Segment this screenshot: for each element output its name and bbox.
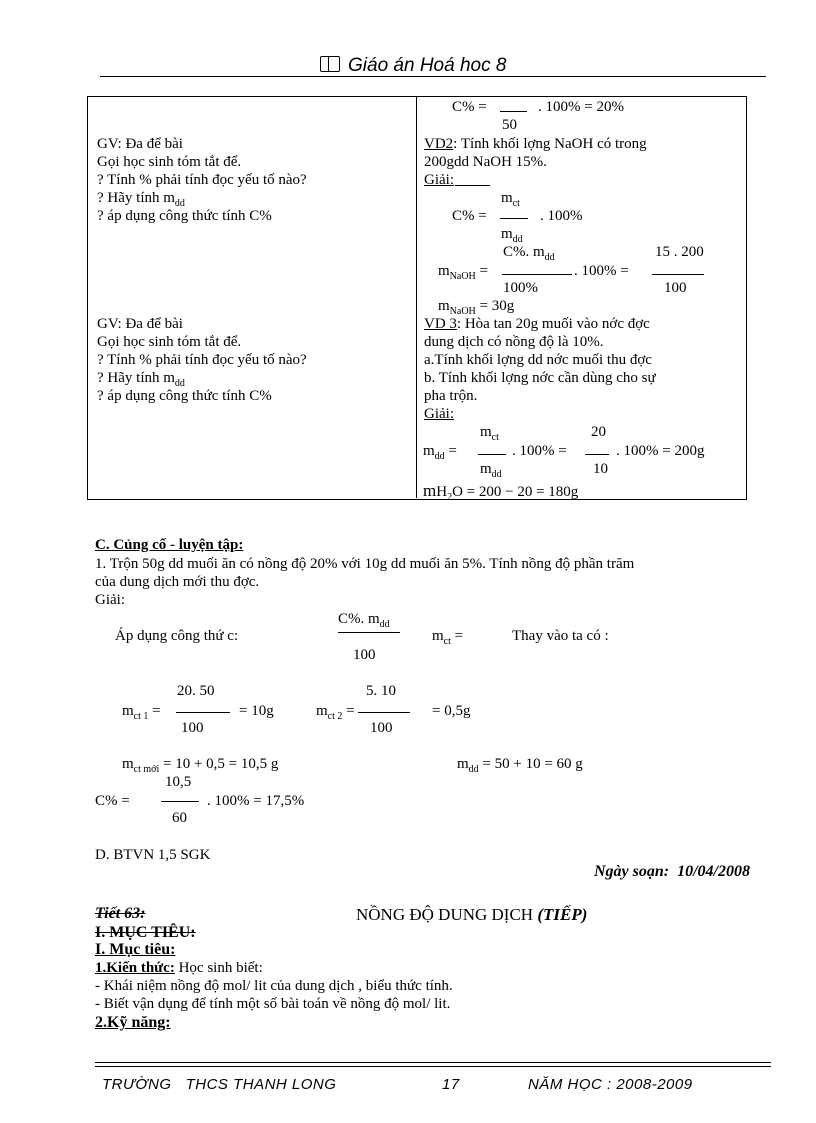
section-c-paragraph: 1. Trộn 50g dd muối ăn có nồng độ 20% với 10g dd muối ăn 5%. Tính nồng độ phần trăm <box>95 556 635 572</box>
fraction-bar <box>500 218 528 219</box>
fraction-bar <box>478 454 506 455</box>
apply-formula-label: Áp dụng công thứ c: <box>115 628 239 644</box>
formula-denominator: 100 <box>353 647 376 663</box>
fraction-bar <box>338 632 400 633</box>
formula-mid: . 100% = <box>512 443 567 459</box>
section-c-title: C. Củng cố - luyện tập: <box>95 537 244 553</box>
page-header <box>320 56 506 75</box>
formula-c-percent: C% = <box>452 99 487 115</box>
formula-denominator: 50 <box>502 117 517 133</box>
objectives-struck: I. MỤC TIÊU: <box>95 924 196 941</box>
formula-numerator: $m_{ct}$ <box>480 424 499 443</box>
header-rule <box>100 76 766 77</box>
mct2-result: = 0,5g <box>432 703 471 719</box>
example-3-part-a: a.Tính khối lợng dd nớc muối thu đợc <box>424 352 652 368</box>
fraction-bar <box>652 274 704 275</box>
formula-numerator: 10,5 <box>165 774 192 790</box>
mct1-result: = 10g <box>239 703 274 719</box>
formula-result: . 100% = 17,5% <box>207 793 305 809</box>
fraction-bar <box>358 712 410 713</box>
fraction-bar <box>585 454 609 455</box>
formula-m-naoh: $m_{NaOH}$ = <box>438 263 488 282</box>
footer-school: TRƯỜNG THCS THANH LONG <box>102 1076 337 1093</box>
formula-numerator: 5. 10 <box>366 683 396 699</box>
knowledge-item: - Biết vận dụng để tính một số bài toán về nồng độ mol/ lit. <box>95 996 451 1012</box>
formula-mid: . 100% = <box>574 263 629 279</box>
solution-rule <box>455 185 490 186</box>
footer-page-number: 17 <box>442 1076 460 1093</box>
formula-denominator: 100 <box>370 720 393 736</box>
left-line: ? Hãy tính $m_{dd}$ <box>97 370 185 389</box>
formula-denominator: 10 <box>593 461 608 477</box>
mct1-label: $m_{ct 1}$ = <box>122 703 161 722</box>
footer-year: NĂM HỌC : 2008-2009 <box>528 1076 693 1093</box>
left-line: GV: Đa để bài <box>97 136 183 152</box>
header-title: Giáo án Hoá hoc 8 <box>348 55 507 76</box>
left-line: ? Tính % phải tính đọc yếu tố nào? <box>97 172 307 188</box>
mct-label: $m_{ct}$ = <box>432 628 464 647</box>
formula-result: . 100% = 200g <box>616 443 705 459</box>
formula-numerator: 20 <box>591 424 606 440</box>
solution-label: Giải: <box>424 172 454 188</box>
example-3: VD 3: Hòa tan 20g muối vào nớc đợc <box>424 316 650 332</box>
formula-result: . 100% <box>540 208 583 224</box>
formula-denominator: 100 <box>664 280 687 296</box>
section-c-paragraph: của dung dịch mới thu đợc. <box>95 574 260 590</box>
footer-rule <box>95 1066 771 1067</box>
formula-denominator: $m_{dd}$ <box>501 226 523 245</box>
knowledge-line: 1.Kiến thức: Học sinh biết: <box>95 960 263 976</box>
left-line: GV: Đa để bài <box>97 316 183 332</box>
formula-c-percent: C% = <box>95 793 130 809</box>
example-2-text: 200gdd NaOH 15%. <box>424 154 547 170</box>
fraction-bar <box>176 712 230 713</box>
knowledge-item: - Khái niệm nồng độ mol/ lit của dung dịch , biểu thức tính. <box>95 978 453 994</box>
formula-numerator: $m_{ct}$ <box>501 190 520 209</box>
formula-result-naoh: $m_{NaOH} = 30g$ <box>438 298 515 317</box>
lesson-number: Tiết 63: <box>95 905 146 922</box>
formula-numerator: 15 . 200 <box>655 244 704 260</box>
fraction-bar <box>500 111 527 112</box>
skills-title: 2.Kỹ năng: <box>95 1014 171 1031</box>
left-line: ? áp dụng công thức tính C% <box>97 388 272 404</box>
example-2: VD2: Tính khối lợng NaOH có trong <box>424 136 647 152</box>
formula-water-mass: $mH_2O = 200 - 20 = 180g$ <box>423 481 579 503</box>
table-divider <box>416 96 417 498</box>
book-icon <box>320 56 340 72</box>
formula-numerator: C%. $m_{dd}$ <box>503 244 555 263</box>
footer-rule <box>95 1062 771 1063</box>
left-line: Gọi học sinh tóm tắt để. <box>97 334 242 350</box>
formula-numerator: 20. 50 <box>177 683 215 699</box>
formula-c-percent: C% = <box>452 208 487 224</box>
prep-date: Ngày soạn: 10/04/2008 <box>594 863 750 880</box>
left-line: ? Hãy tính $m_{dd}$ <box>97 190 185 209</box>
left-line: Gọi học sinh tóm tắt để. <box>97 154 242 170</box>
formula-m-dd: $m_{dd}$ = <box>423 443 457 462</box>
fraction-bar <box>502 274 572 275</box>
mdd-new: $m_{dd} = 50 + 10 = 60$ g <box>457 756 583 775</box>
example-3-text: dung dịch có nồng độ là 10%. <box>424 334 604 350</box>
section-c-solution: Giải: <box>95 592 125 608</box>
formula-denominator: 100 <box>181 720 204 736</box>
fraction-bar <box>161 801 199 802</box>
solution-label: Giải: <box>424 406 454 422</box>
left-line: ? áp dụng công thức tính C% <box>97 208 272 224</box>
section-d: D. BTVN 1,5 SGK <box>95 847 211 863</box>
formula-denominator: 60 <box>172 810 187 826</box>
objectives-title: I. Mục tiêu: <box>95 941 176 958</box>
left-line: ? Tính % phải tính đọc yếu tố nào? <box>97 352 307 368</box>
substitute-label: Thay vào ta có : <box>512 628 609 644</box>
formula-numerator: C%. $m_{dd}$ <box>338 611 390 630</box>
lesson-title: NỒNG ĐỘ DUNG DỊCH (TIẾP) <box>356 905 588 924</box>
example-3-part-b-cont: pha trộn. <box>424 388 478 404</box>
formula-denominator: 100% <box>503 280 538 296</box>
formula-denominator: $m_{dd}$ <box>480 461 502 480</box>
example-3-part-b: b. Tính khối lợng nớc cần dùng cho sự <box>424 370 656 386</box>
mct-new: $m_{ct mới} = 10 + 0,5 = 10,5$ g <box>122 756 279 775</box>
formula-result: . 100% = 20% <box>538 99 624 115</box>
mct2-label: $m_{ct 2}$ = <box>316 703 355 722</box>
